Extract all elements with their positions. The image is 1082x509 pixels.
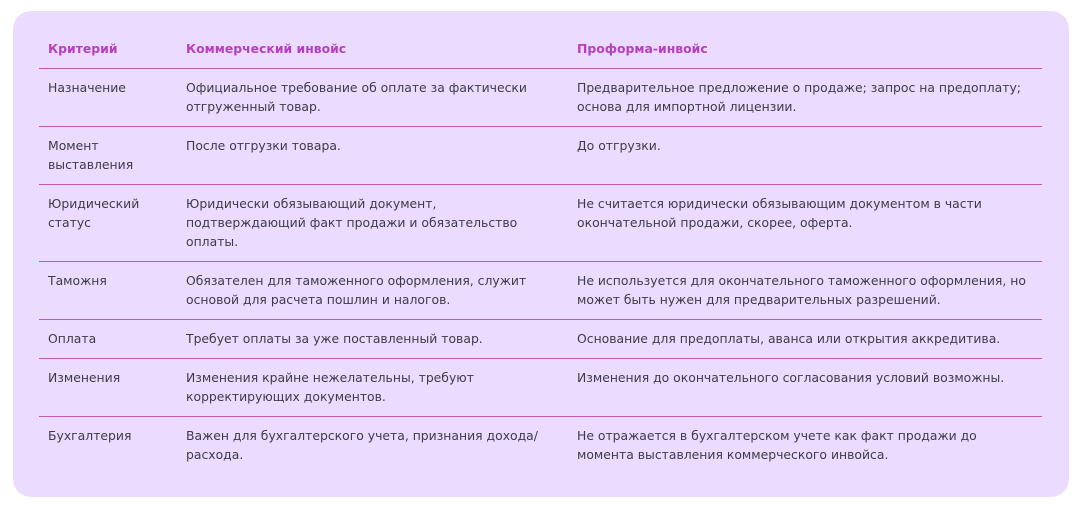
commercial-cell: После отгрузки товара.: [186, 138, 341, 153]
criterion-cell: Изменения: [48, 370, 121, 385]
table-row: [39, 185, 1042, 262]
criterion-cell: Оплата: [48, 331, 97, 346]
comparison-card: [13, 11, 1069, 497]
criterion-cell: Момент выставления: [48, 138, 134, 172]
header-proforma-invoice: Проформа-инвойс: [577, 41, 708, 56]
header-criterion: Критерий: [48, 41, 118, 56]
commercial-cell: Официальное требование об оплате за фактически отгруженный товар.: [186, 80, 527, 114]
commercial-cell: Юридически обязывающий документ, подтверждающий факт продажи и обязательство оплаты.: [186, 196, 518, 249]
proforma-cell: Основание для предоплаты, аванса или открытия аккредитива.: [577, 331, 1001, 346]
proforma-cell: Не используется для окончательного таможенного оформления, но может быть нужен для предварительных разрешений.: [577, 273, 1026, 307]
header-commercial-invoice: Коммерческий инвойс: [186, 41, 347, 56]
commercial-cell: Требует оплаты за уже поставленный товар.: [186, 331, 483, 346]
proforma-cell: Изменения до окончательного согласования условий возможны.: [577, 370, 1005, 385]
table-row: [39, 127, 1042, 185]
table-row: [39, 262, 1042, 320]
comparison-table: [39, 31, 1042, 475]
proforma-cell: Не считается юридически обязывающим документом в части окончательной продажи, скорее, оферта.: [577, 196, 982, 230]
table-row: [39, 69, 1042, 127]
criterion-cell: Юридический статус: [48, 196, 140, 230]
criterion-cell: Таможня: [48, 273, 107, 288]
table-row: [39, 359, 1042, 417]
criterion-cell: Бухгалтерия: [48, 428, 132, 443]
proforma-cell: Предварительное предложение о продаже; запрос на предоплату; основа для импортной лицензии.: [577, 80, 1021, 114]
proforma-cell: Не отражается в бухгалтерском учете как факт продажи до момента выставления коммерческого инвойса.: [577, 428, 977, 462]
commercial-cell: Обязателен для таможенного оформления, служит основой для расчета пошлин и налогов.: [186, 273, 527, 307]
commercial-cell: Важен для бухгалтерского учета, признания дохода/ расхода.: [186, 428, 538, 462]
commercial-cell: Изменения крайне нежелательны, требуют корректирующих документов.: [186, 370, 474, 404]
table-row: [39, 320, 1042, 359]
criterion-cell: Назначение: [48, 80, 126, 95]
table-header-row: [39, 31, 1042, 69]
table-row: [39, 417, 1042, 475]
proforma-cell: До отгрузки.: [577, 138, 661, 153]
